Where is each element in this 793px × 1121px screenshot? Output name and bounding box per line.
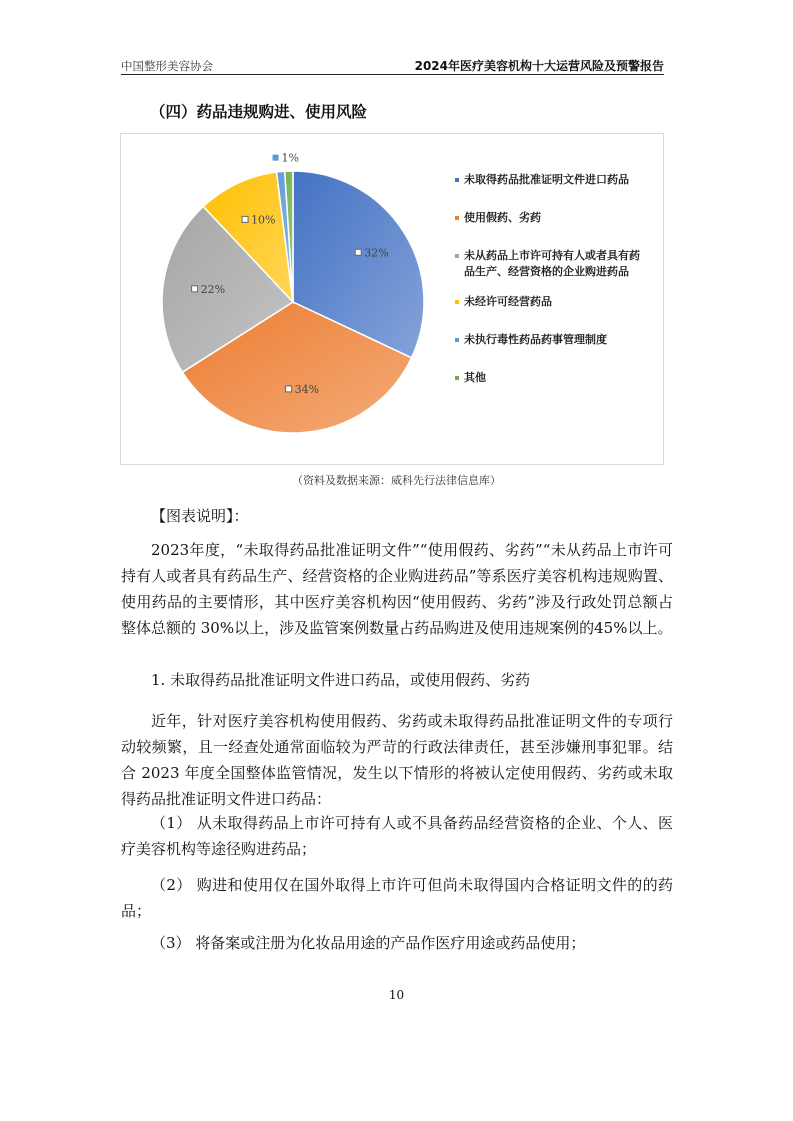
header-org: 中国整形美容协会 — [121, 59, 213, 73]
data-label-marker-4 — [242, 216, 248, 222]
legend-item-5 — [455, 332, 665, 348]
list-item-2: （2） 购进和使用仅在国外取得上市许可但尚未取得国内合格证明文件的的药品； — [121, 876, 673, 920]
chart-source: （资料及数据来源：威科先行法律信息库） — [292, 474, 501, 487]
section-title: （四）药品违规购进、使用风险 — [150, 103, 368, 121]
data-label-2: 34% — [294, 382, 320, 396]
item-1-title: 1. 未取得药品批准证明文件进口药品，或使用假药、劣药 — [151, 671, 531, 689]
data-label-marker-1 — [355, 249, 361, 255]
list-item-1: （1） 从未取得药品上市许可持有人或不具备药品经营资格的企业、个人、医疗美容机构等途径购进药品； — [121, 814, 673, 858]
legend-label-5: 未执行毒性药品药事管理制度 — [464, 333, 607, 346]
paragraph-summary: 2023年度，“未取得药品批准证明文件”“使用假药、劣药”“未从药品上市许可持有人或者具有药品生产、经营资格的企业购进药品”等系医疗美容机构违规购置、使用药品的主要情形，其中医疗美容机构因“使用假药、劣药”涉及行政处罚总额占整体总额的 30%以上，涉及监管案例数量占药品购进及使用违规案例的45%以上。 — [121, 541, 673, 637]
data-label-4: 10% — [251, 213, 276, 227]
page-header — [121, 56, 664, 75]
data-label-3: 22% — [200, 282, 226, 296]
legend-item-6 — [455, 370, 665, 386]
chart-legend — [455, 172, 665, 386]
legend-swatch-1 — [455, 178, 459, 182]
data-label-marker-3 — [192, 286, 198, 292]
legend-label-3-line-1: 未从药品上市许可持有人或者具有药 — [464, 249, 640, 262]
data-label-5: 1% — [281, 151, 299, 165]
legend-item-1 — [455, 172, 665, 188]
legend-label-2: 使用假药、劣药 — [464, 211, 541, 224]
legend-swatch-6 — [455, 376, 459, 380]
legend-item-2 — [455, 210, 665, 226]
legend-label-3-line-2: 品生产、经营资格的企业购进药品 — [464, 265, 629, 278]
legend-label-6: 其他 — [464, 371, 486, 384]
pie-chart-container — [120, 133, 664, 465]
list-item-3: （3） 将备案或注册为化妆品用途的产品作医疗用途或药品使用； — [151, 934, 586, 952]
legend-item-3 — [455, 248, 665, 280]
legend-label-4: 未经许可经营药品 — [464, 295, 552, 308]
page-number: 10 — [388, 988, 405, 1002]
header-report-title: 2024年医疗美容机构十大运营风险及预警报告 — [414, 59, 664, 73]
legend-swatch-3 — [455, 254, 459, 258]
chart-note-label: 【图表说明】： — [151, 507, 249, 525]
data-label-marker-5 — [273, 155, 279, 161]
legend-swatch-2 — [455, 216, 459, 220]
legend-swatch-4 — [455, 300, 459, 304]
paragraph-enforcement: 近年，针对医疗美容机构使用假药、劣药或未取得药品批准证明文件的专项行动较频繁，且一经查处通常面临较为严苛的行政法律责任，甚至涉嫌刑事犯罪。结合 2023 年度全国整体监管情况，发生以下情形的将被认定使用假药、劣药或未取得药品批准证明文件进口药品： — [121, 712, 673, 808]
legend-label-1: 未取得药品批准证明文件进口药品 — [464, 173, 629, 186]
legend-item-4 — [455, 294, 665, 310]
data-label-marker-2 — [286, 386, 292, 392]
legend-swatch-5 — [455, 338, 459, 342]
data-label-1: 32% — [364, 246, 389, 260]
